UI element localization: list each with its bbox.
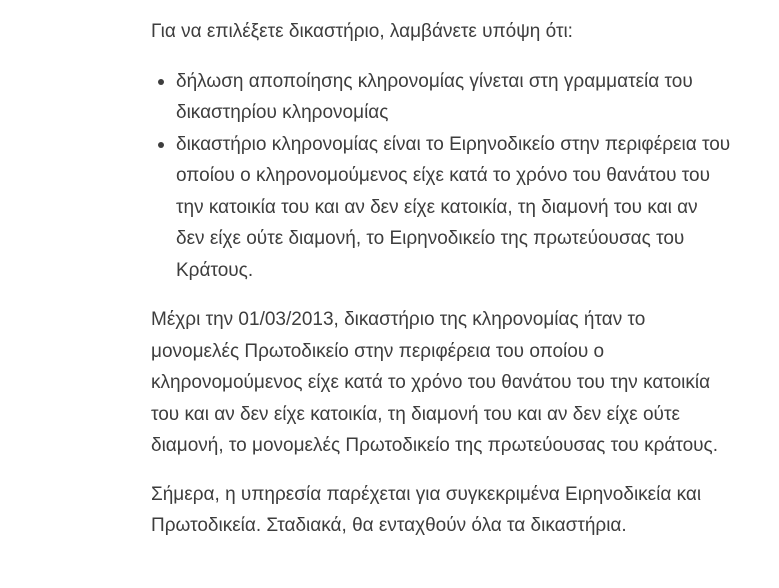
list-item: [176, 129, 731, 287]
article-content: [151, 16, 731, 542]
list-item: [176, 66, 731, 129]
current-status-paragraph: Σήμερα, η υπηρεσία παρέχεται για συγκεκριμένα Ειρηνοδικεία και Πρωτοδικεία. Σταδιακά, θα ενταχθούν όλα τα δικαστήρια.: [151, 483, 702, 536]
bullet-icon: [158, 142, 164, 148]
court-criteria-list: [151, 66, 731, 287]
intro-text: Για να επιλέξετε δικαστήριο, λαμβάνετε υπόψη ότι:: [151, 21, 573, 42]
list-item-text: δικαστήριο κληρονομίας είναι το Ειρηνοδικείο στην περιφέρεια του οποίου ο κληρονομούμενος είχε κατά το χρόνο του θανάτου του την κατοικία του και αν δεν είχε κατοικία, τη διαμονή του και αν δεν είχε ούτε διαμονή, το Ειρηνοδικείο της πρωτεύουσας του Κράτους.: [176, 133, 731, 281]
bullet-icon: [158, 79, 164, 85]
history-paragraph: Μέχρι την 01/03/2013, δικαστήριο της κληρονομίας ήταν το μονομελές Πρωτοδικείο στην περιφέρεια του οποίου ο κληρονομούμενος είχε κατά το χρόνο του θανάτου του την κατοικία του και αν δεν είχε κατοικία, τη διαμονή του και αν δεν είχε ούτε διαμονή, το μονομελές Πρωτοδικείο της πρωτεύουσας του κράτους.: [151, 309, 718, 456]
list-item-text: δήλωση αποποίησης κληρονομίας γίνεται στη γραμματεία του δικαστηρίου κληρονομίας: [176, 70, 693, 123]
